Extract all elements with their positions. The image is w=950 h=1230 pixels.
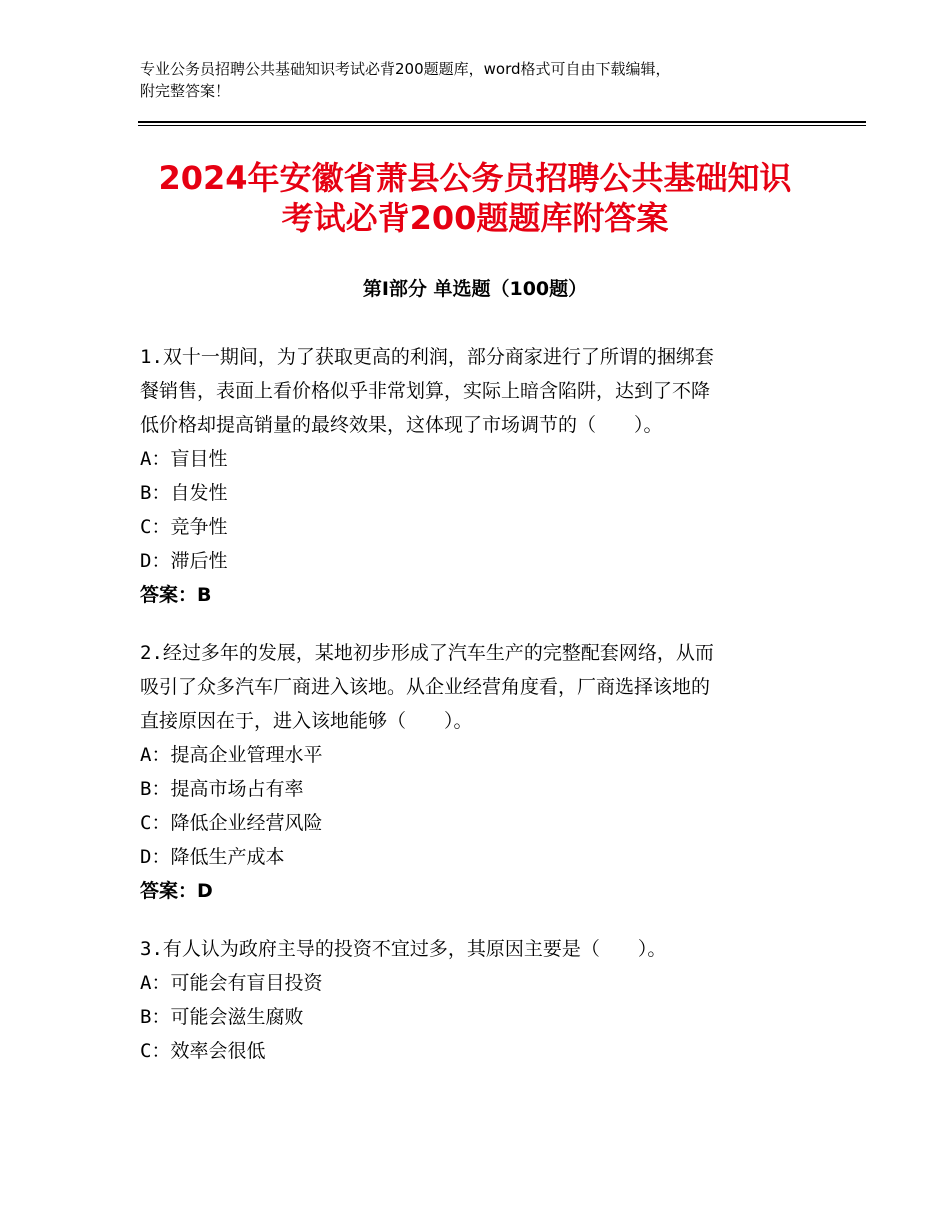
question-list (140, 340, 820, 1092)
document-title-line-2: 考试必背200题题库附答案 (281, 199, 669, 237)
question-stem-line: 吸引了众多汽车厂商进入该地。从企业经营角度看，厂商选择该地的 (140, 676, 711, 698)
option-a: A：盲目性 (140, 448, 228, 470)
question-3 (140, 932, 820, 1068)
header-rule-thick (138, 121, 866, 123)
option-b: B：自发性 (140, 482, 228, 504)
answer: 答案：D (140, 880, 213, 902)
header-rule-thin (138, 125, 866, 126)
question-stem-line: 2.经过多年的发展，某地初步形成了汽车生产的完整配套网络，从而 (140, 642, 714, 664)
option-b: B：可能会滋生腐败 (140, 1006, 304, 1028)
header-note (140, 58, 840, 102)
option-a: A：提高企业管理水平 (140, 744, 323, 766)
option-d: D：滞后性 (140, 550, 228, 572)
question-stem-line: 1.双十一期间，为了获取更高的利润，部分商家进行了所谓的捆绑套 (140, 346, 714, 368)
question-stem (140, 932, 820, 966)
option-a: A：可能会有盲目投资 (140, 972, 323, 994)
question-stem-line: 直接原因在于，进入该地能够（ ）。 (140, 710, 473, 732)
option-c: C：效率会很低 (140, 1040, 266, 1062)
section-heading: 第I部分 单选题（100题） (362, 278, 588, 300)
question-1 (140, 340, 820, 612)
question-2 (140, 636, 820, 908)
question-stem-line: 餐销售，表面上看价格似乎非常划算，实际上暗含陷阱，达到了不降 (140, 380, 711, 402)
question-stem (140, 340, 820, 442)
header-note-line-2: 附完整答案！ (140, 82, 231, 100)
question-stem (140, 636, 820, 738)
option-c: C：降低企业经营风险 (140, 812, 323, 834)
option-b: B：提高市场占有率 (140, 778, 304, 800)
question-stem-line: 3.有人认为政府主导的投资不宜过多，其原因主要是（ ）。 (140, 938, 667, 960)
header-note-line-1: 专业公务员招聘公共基础知识考试必背200题题库，word格式可自由下载编辑， (140, 60, 671, 78)
document-title-line-1: 2024年安徽省萧县公务员招聘公共基础知识 (158, 159, 792, 197)
document-title (100, 158, 850, 238)
option-d: D：降低生产成本 (140, 846, 285, 868)
question-stem-line: 低价格却提高销量的最终效果，这体现了市场调节的（ ）。 (140, 414, 663, 436)
answer: 答案：B (140, 584, 212, 606)
option-c: C：竞争性 (140, 516, 228, 538)
